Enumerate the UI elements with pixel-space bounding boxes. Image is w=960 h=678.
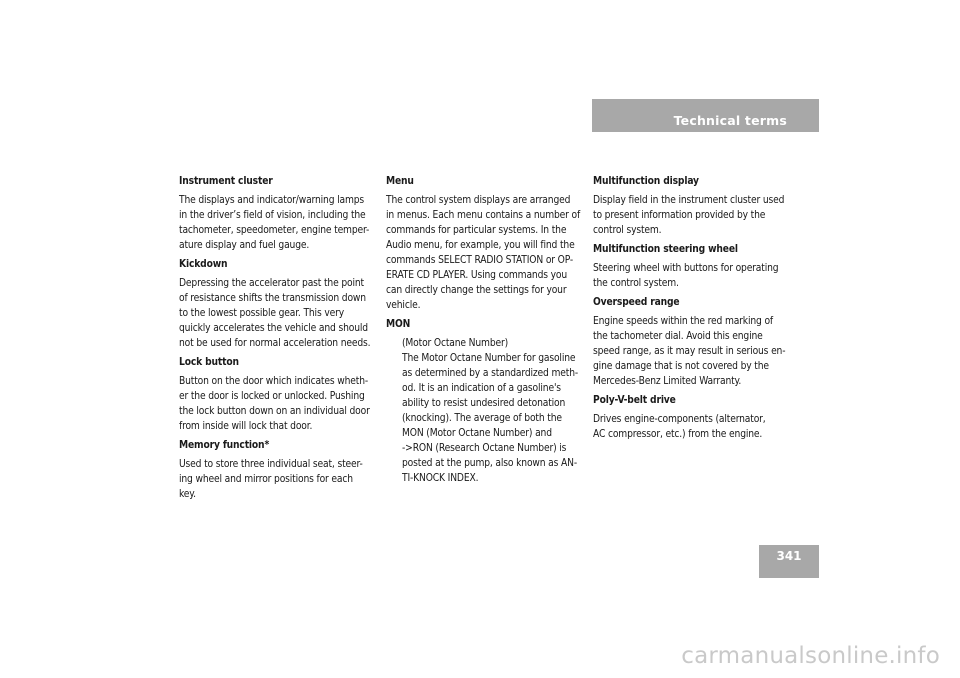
glossary-definition: Depressing the accelerator past the point of resistance shifts the transmission down to the lowest possible gear. This very quickly accelerates the vehicle and should not be used for normal acceleration needs. [179, 278, 371, 349]
glossary-definition: (Motor Octane Number) The Motor Octane Number for gasoline as determined by a standardized meth- od. It is an indication of a gasoline's ability to resist undesired detonation (knocking). The average of both the MON (Motor Octane Number) and ->RON (Research Octane Number) is posted at the pump, also known as AN- TI-KNOCK INDEX. [402, 338, 579, 484]
glossary-entry-multifunction-steering-wheel [593, 242, 805, 291]
glossary-entry-lock-button [179, 355, 391, 434]
glossary-column-3 [593, 174, 805, 446]
page-number: 341 [776, 549, 802, 563]
glossary-term: Multifunction display [593, 176, 699, 187]
glossary-entry-memory-function [179, 438, 391, 502]
glossary-definition: Used to store three individual seat, steer- ing wheel and mirror positions for each key. [179, 459, 363, 500]
section-header-tab [592, 99, 819, 132]
glossary-definition: Display field in the instrument cluster used to present information provided by the control system. [593, 195, 785, 236]
glossary-entry-multifunction-display [593, 174, 805, 238]
glossary-entry-overspeed-range [593, 295, 805, 389]
glossary-term: Overspeed range [593, 297, 680, 308]
glossary-term: Lock button [179, 357, 239, 368]
glossary-entry-kickdown [179, 257, 391, 351]
glossary-column-1 [179, 174, 391, 506]
glossary-definition: Steering wheel with buttons for operating the control system. [593, 263, 779, 289]
glossary-term: Multifunction steering wheel [593, 244, 738, 255]
glossary-term: Memory function* [179, 440, 270, 451]
glossary-term: MON [386, 319, 411, 330]
glossary-entry-mon [386, 317, 582, 486]
glossary-term: Kickdown [179, 259, 228, 270]
glossary-entry-menu [386, 174, 582, 313]
glossary-definition: The control system displays are arranged in menus. Each menu contains a number of commands for particular systems. In the Audio menu, for example, you will find the commands SELECT RADIO STATION or OP- ERATE CD PLAYER. Using commands you can directly change the settings for your vehicle. [386, 195, 581, 311]
glossary-definition: The displays and indicator/warning lamps in the driver’s field of vision, including the tachometer, speedometer, engine temper- ature display and fuel gauge. [179, 195, 370, 251]
page-number-box [759, 545, 819, 578]
glossary-term: Poly-V-belt drive [593, 395, 676, 406]
glossary-definition: Engine speeds within the red marking of the tachometer dial. Avoid this engine speed range, as it may result in serious en- gine damage that is not covered by the Mercedes-Benz Limited Warranty. [593, 316, 786, 387]
glossary-entry-poly-v-belt-drive [593, 393, 805, 442]
glossary-term: Instrument cluster [179, 176, 273, 187]
glossary-entry-instrument-cluster [179, 174, 391, 253]
glossary-definition: Drives engine-components (alternator, AC compressor, etc.) from the engine. [593, 414, 766, 440]
glossary-column-2 [386, 174, 582, 490]
glossary-term: Menu [386, 176, 414, 187]
glossary-definition: Button on the door which indicates wheth- er the door is locked or unlocked. Pushing the lock button down on an individual door from inside will lock that door. [179, 376, 370, 432]
section-title: Technical terms [673, 113, 787, 128]
watermark-text: carmanualsonline.info [681, 643, 940, 669]
